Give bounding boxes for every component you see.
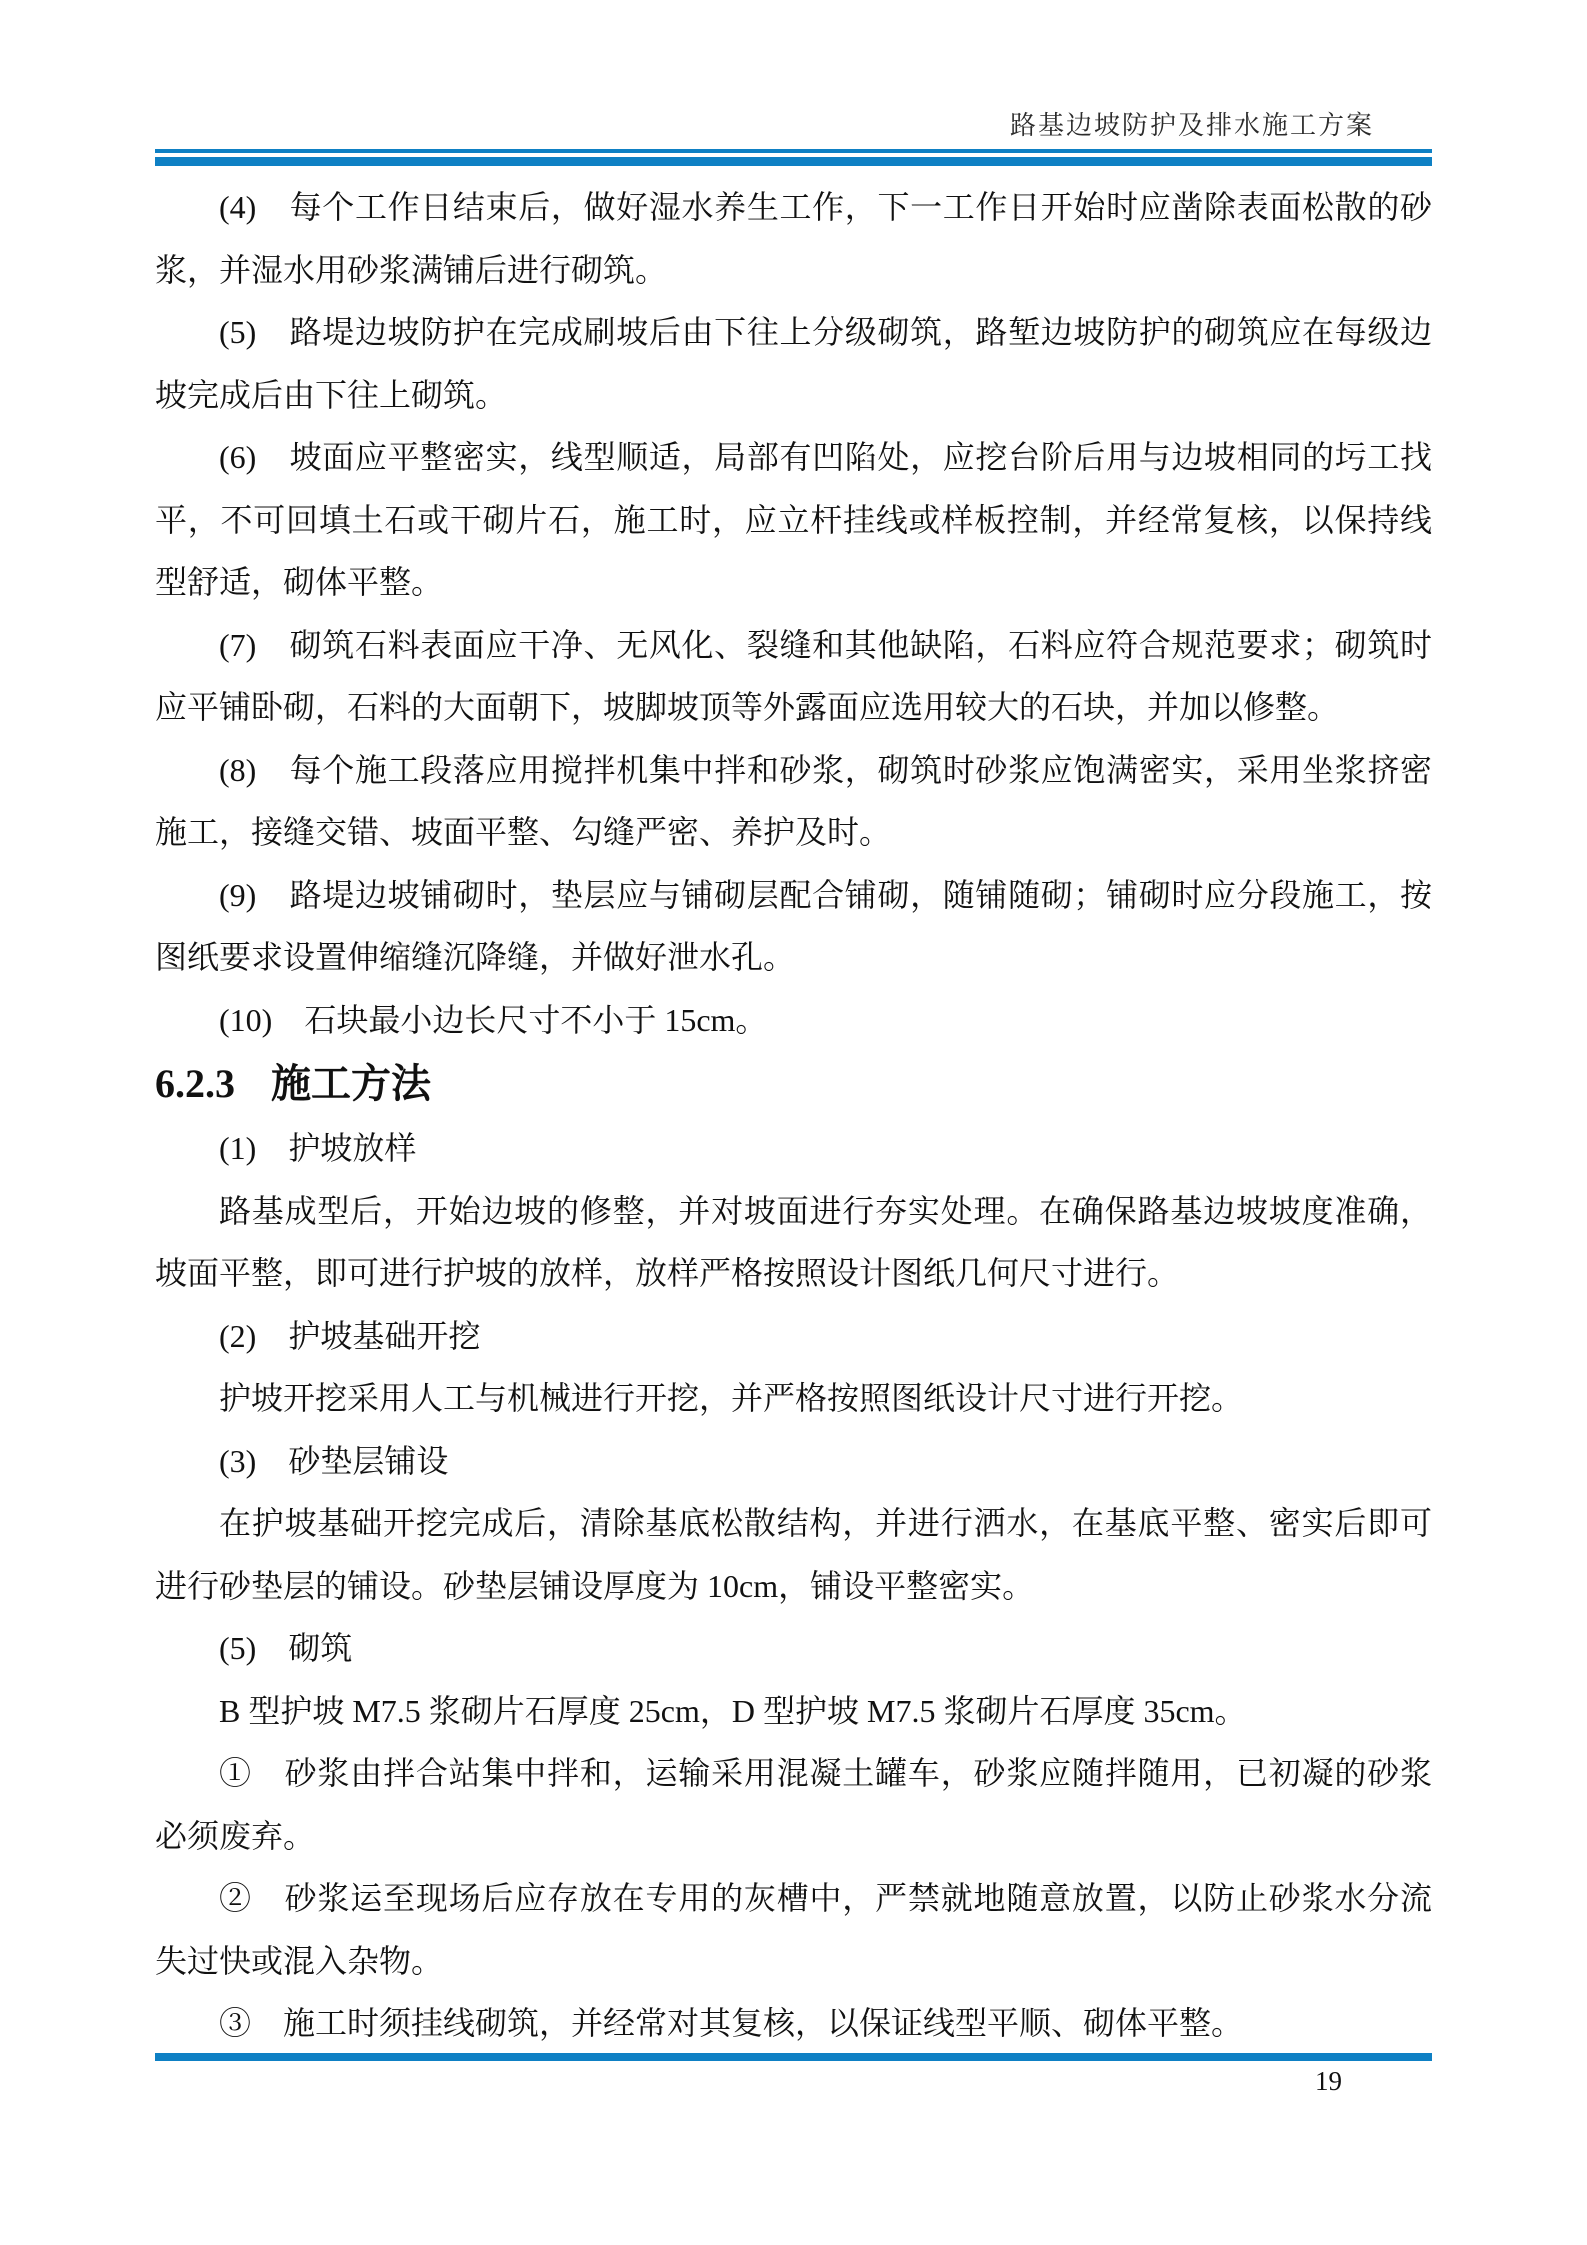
paragraph: [155, 1367, 1432, 1430]
paragraph: [155, 301, 1432, 426]
document-body: [155, 176, 1432, 2055]
paragraph-text: ③ 施工时须挂线砌筑，并经常对其复核，以保证线型平顺、砌体平整。: [219, 2005, 1244, 2041]
paragraph: [155, 1492, 1432, 1617]
paragraph-text: (6) 坡面应平整密实，线型顺适，局部有凹陷处，应挖台阶后用与边坡相同的圬工找平，不可回填土石或干砌片石，施工时，应立杆挂线或样板控制，并经常复核，以保持线型舒适，砌体平整。: [155, 439, 1432, 600]
paragraph: [155, 614, 1432, 739]
paragraph: [155, 1051, 1432, 1117]
paragraph-text: 施工方法: [271, 1061, 431, 1106]
paragraph-text: B 型护坡 M7.5 浆砌片石厚度 25cm，D 型护坡 M7.5 浆砌片石厚度 35cm。: [219, 1692, 1247, 1729]
paragraph-text: ① 砂浆由拌合站集中拌和，运输采用混凝土罐车，砂浆应随拌随用，已初凝的砂浆必须废弃。: [155, 1755, 1432, 1854]
header-rule-thick: [155, 157, 1432, 166]
paragraph-text: ② 砂浆运至现场后应存放在专用的灰槽中，严禁就地随意放置，以防止砂浆水分流失过快或混入杂物。: [155, 1880, 1432, 1979]
paragraph-text: (7) 砌筑石料表面应干净、无风化、裂缝和其他缺陷，石料应符合规范要求；砌筑时应平铺卧砌，石料的大面朝下，坡脚坡顶等外露面应选用较大的石块，并加以修整。: [155, 626, 1432, 725]
paragraph-text: 路基成型后，开始边坡的修整，并对坡面进行夯实处理。在确保路基边坡坡度准确，坡面平整，即可进行护坡的放样，放样严格按照设计图纸几何尺寸进行。: [155, 1192, 1432, 1291]
paragraph: [155, 1742, 1432, 1867]
paragraph-text: (5) 砌筑: [219, 1630, 353, 1666]
paragraph: [155, 1180, 1432, 1305]
paragraph: [155, 989, 1432, 1052]
paragraph: [155, 1867, 1432, 1992]
page-number: 19: [1315, 2066, 1342, 2096]
paragraph-text: (9) 路堤边坡铺砌时，垫层应与铺砌层配合铺砌，随铺随砌；铺砌时应分段施工，按图纸要求设置伸缩缝沉降缝，并做好泄水孔。: [155, 876, 1432, 975]
paragraph-text: 护坡开挖采用人工与机械进行开挖，并严格按照图纸设计尺寸进行开挖。: [219, 1380, 1244, 1416]
paragraph: [155, 739, 1432, 864]
paragraph-text: (4) 每个工作日结束后，做好湿水养生工作，下一工作日开始时应凿除表面松散的砂浆，并湿水用砂浆满铺后进行砌筑。: [155, 189, 1432, 288]
paragraph: [155, 864, 1432, 989]
paragraph: [155, 1117, 1432, 1180]
paragraph: [155, 1617, 1432, 1680]
paragraph-text: (1) 护坡放样: [219, 1130, 417, 1166]
paragraph: [155, 426, 1432, 614]
section-number: 6.2.3: [155, 1061, 235, 1106]
paragraph-text: (10) 石块最小边长尺寸不小于 15cm。: [219, 1001, 768, 1038]
paragraph: [155, 1430, 1432, 1493]
paragraph-text: (8) 每个施工段落应用搅拌机集中拌和砂浆，砌筑时砂浆应饱满密实，采用坐浆挤密施工，接缝交错、坡面平整、勾缝严密、养护及时。: [155, 751, 1432, 850]
paragraph: [155, 1680, 1432, 1743]
paragraph-text: (3) 砂垫层铺设: [219, 1442, 449, 1479]
page-footer: [155, 2053, 1432, 2097]
footer-rule: [155, 2053, 1432, 2061]
paragraph-text: 在护坡基础开挖完成后，清除基底松散结构，并进行洒水，在基底平整、密实后即可进行砂垫层的铺设。砂垫层铺设厚度为 10cm，铺设平整密实。: [155, 1505, 1432, 1604]
page-header: [155, 0, 1432, 166]
paragraph: [155, 1305, 1432, 1368]
paragraph: [155, 176, 1432, 301]
paragraph-text: (5) 路堤边坡防护在完成刷坡后由下往上分级砌筑，路堑边坡防护的砌筑应在每级边坡完成后由下往上砌筑。: [155, 314, 1432, 413]
page-header-title: 路基边坡防护及排水施工方案: [1009, 111, 1374, 140]
paragraph-text: (2) 护坡基础开挖: [219, 1317, 481, 1354]
paragraph: [155, 1992, 1432, 2055]
